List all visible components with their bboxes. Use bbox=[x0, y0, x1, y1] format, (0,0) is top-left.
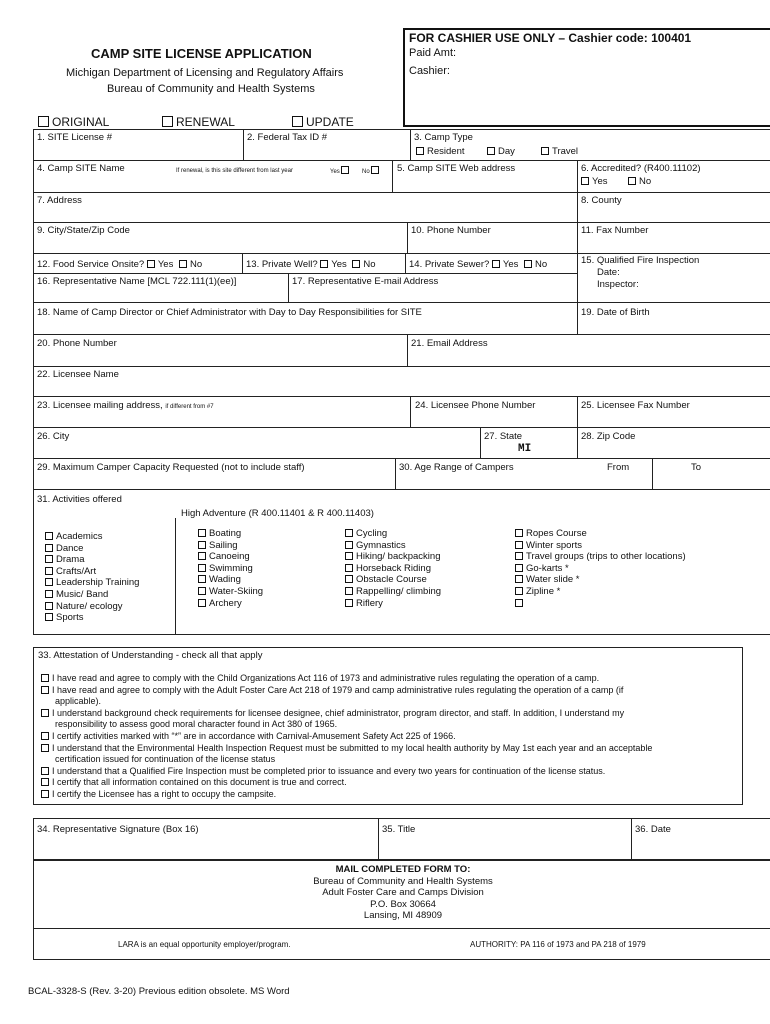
camp-type-day[interactable]: Day bbox=[487, 146, 515, 157]
director-phone-label: 20. Phone Number bbox=[37, 338, 117, 349]
activity-checkbox[interactable] bbox=[345, 564, 353, 572]
camp-type-label: 3. Camp Type bbox=[414, 132, 473, 143]
food-service-field: 12. Food Service Onsite? Yes No bbox=[37, 259, 203, 270]
accredited-label: 6. Accredited? (R400.11102) bbox=[581, 163, 701, 174]
cashier-label: Cashier: bbox=[409, 65, 450, 77]
bureau-name: Bureau of Community and Health Systems bbox=[107, 83, 315, 95]
day-checkbox[interactable] bbox=[487, 147, 495, 155]
travel-checkbox[interactable] bbox=[541, 147, 549, 155]
sewer-yes-checkbox[interactable] bbox=[492, 260, 500, 268]
activity-item[interactable]: Hiking/ backpacking bbox=[345, 551, 441, 563]
activity-item[interactable]: Horseback Riding bbox=[345, 563, 441, 575]
activity-item[interactable]: Water slide * bbox=[515, 574, 686, 586]
attestation-checkbox[interactable] bbox=[41, 744, 49, 752]
fire-inspection-date-label: Date: bbox=[597, 267, 620, 278]
activity-item[interactable]: Water-Skiing bbox=[198, 586, 263, 598]
update-checkbox[interactable] bbox=[292, 116, 303, 127]
attestation-item[interactable]: I certify that all information contained on this document is true and correct. bbox=[41, 777, 741, 789]
activity-item[interactable]: Zipline * bbox=[515, 586, 686, 598]
activity-checkbox[interactable] bbox=[515, 575, 523, 583]
activity-checkbox[interactable] bbox=[45, 555, 53, 563]
attestation-checkbox[interactable] bbox=[41, 686, 49, 694]
activity-item[interactable]: Academics bbox=[45, 531, 139, 543]
activity-item[interactable]: Sports bbox=[45, 612, 139, 624]
attestation-item[interactable]: I understand background check requirements for licensee designee, chief administrator, program director, and staff. In addition, I understand my bbox=[41, 708, 741, 720]
activity-checkbox[interactable] bbox=[45, 602, 53, 610]
renewal-yes[interactable]: Yes bbox=[330, 166, 352, 178]
age-range-label: 30. Age Range of Campers bbox=[399, 462, 514, 473]
fax-number-label: 11. Fax Number bbox=[581, 225, 649, 236]
camp-web-address-label: 5. Camp SITE Web address bbox=[397, 163, 516, 174]
activity-item[interactable]: Canoeing bbox=[198, 551, 263, 563]
renewal-no-checkbox[interactable] bbox=[371, 166, 379, 174]
site-license-label: 1. SITE License # bbox=[37, 132, 112, 143]
activity-checkbox[interactable] bbox=[345, 575, 353, 583]
activity-checkbox[interactable] bbox=[198, 587, 206, 595]
attestation-checkbox[interactable] bbox=[41, 790, 49, 798]
activity-checkbox[interactable] bbox=[198, 541, 206, 549]
activity-item[interactable]: Travel groups (trips to other locations) bbox=[515, 551, 686, 563]
attestation-continuation: certification issued for continuation of the license status bbox=[55, 754, 276, 765]
attestation-item[interactable]: I understand that a Qualified Fire Inspection must be completed prior to issuance and every two years for continuation of the license status. bbox=[41, 766, 741, 778]
activity-checkbox[interactable] bbox=[515, 552, 523, 560]
activities-col2 bbox=[198, 528, 263, 609]
food-no-checkbox[interactable] bbox=[179, 260, 187, 268]
licensee-phone-label: 24. Licensee Phone Number bbox=[415, 400, 536, 411]
well-no-checkbox[interactable] bbox=[352, 260, 360, 268]
licensee-name-label: 22. Licensee Name bbox=[37, 369, 119, 380]
representative-signature-label: 34. Representative Signature (Box 16) bbox=[37, 824, 199, 835]
activity-checkbox[interactable] bbox=[45, 544, 53, 552]
mail-line: P.O. Box 30664 bbox=[370, 898, 436, 910]
attestation-checkbox[interactable] bbox=[41, 709, 49, 717]
renewal-option[interactable]: RENEWAL bbox=[162, 115, 235, 129]
city-state-zip-label: 9. City/State/Zip Code bbox=[37, 225, 130, 236]
licensee-fax-label: 25. Licensee Fax Number bbox=[581, 400, 690, 411]
activity-item[interactable]: Obstacle Course bbox=[345, 574, 441, 586]
mail-line: Bureau of Community and Health Systems bbox=[313, 875, 493, 887]
activity-checkbox[interactable] bbox=[345, 599, 353, 607]
attestation-continuation: responsibility to assess good moral character found in Act 380 of 1965. bbox=[55, 719, 338, 730]
equal-opportunity-note: LARA is an equal opportunity employer/program. bbox=[118, 940, 291, 949]
accredited-no[interactable]: No bbox=[628, 176, 651, 187]
activity-checkbox[interactable] bbox=[45, 613, 53, 621]
activity-item[interactable]: Leadership Training bbox=[45, 577, 139, 589]
zip-code-label: 28. Zip Code bbox=[581, 431, 636, 442]
attestation-checkbox[interactable] bbox=[41, 767, 49, 775]
date-of-birth-label: 19. Date of Birth bbox=[581, 307, 650, 318]
update-option[interactable]: UPDATE bbox=[292, 115, 354, 129]
activities-col4 bbox=[515, 528, 686, 609]
activity-item[interactable]: Music/ Band bbox=[45, 589, 139, 601]
attestation-item[interactable]: I have read and agree to comply with the Child Organizations Act 116 of 1973 and administrative rules regulating the operation of a camp. bbox=[41, 673, 741, 685]
private-well-field: 13. Private Well? Yes No bbox=[246, 259, 376, 270]
high-adventure-label: High Adventure (R 400.11401 & R 400.11403) bbox=[181, 508, 374, 519]
camp-site-name-label: 4. Camp SITE Name bbox=[37, 163, 125, 174]
paid-amount-label: Paid Amt: bbox=[409, 47, 457, 59]
accredited-yes[interactable]: Yes bbox=[581, 176, 608, 187]
address-label: 7. Address bbox=[37, 195, 82, 206]
activity-item[interactable]: Go-karts * bbox=[515, 563, 686, 575]
form-title: CAMP SITE LICENSE APPLICATION bbox=[91, 46, 312, 61]
private-sewer-field: 14. Private Sewer? Yes No bbox=[409, 259, 548, 270]
mailing-address bbox=[33, 864, 770, 922]
max-capacity-label: 29. Maximum Camper Capacity Requested (not to include staff) bbox=[37, 462, 305, 473]
activity-item[interactable]: Drama bbox=[45, 554, 139, 566]
attestation-item[interactable]: I certify activities marked with “*” are in accordance with Carnival-Amusement Safety Act 225 of 1966. bbox=[41, 731, 741, 743]
well-yes-checkbox[interactable] bbox=[320, 260, 328, 268]
activity-checkbox[interactable] bbox=[198, 575, 206, 583]
attestation-item[interactable]: I understand that the Environmental Health Inspection Request must be submitted to my local health authority by May 1st each year and an acceptable bbox=[41, 743, 741, 755]
activity-item[interactable] bbox=[515, 598, 686, 610]
renewal-yes-checkbox[interactable] bbox=[341, 166, 349, 174]
authority-note: AUTHORITY: PA 116 of 1973 and PA 218 of 1979 bbox=[470, 940, 646, 949]
city-label: 26. City bbox=[37, 431, 70, 442]
representative-email-label: 17. Representative E-mail Address bbox=[292, 276, 439, 287]
fire-inspection-label: 15. Qualified Fire Inspection bbox=[581, 255, 700, 266]
activity-item[interactable]: Boating bbox=[198, 528, 263, 540]
department-name: Michigan Department of Licensing and Regulatory Affairs bbox=[66, 67, 344, 79]
activity-item[interactable]: Rappelling/ climbing bbox=[345, 586, 441, 598]
original-checkbox[interactable] bbox=[38, 116, 49, 127]
activity-item[interactable]: Wading bbox=[198, 574, 263, 586]
activity-item[interactable]: Sailing bbox=[198, 540, 263, 552]
activities-col3 bbox=[345, 528, 441, 609]
age-from-label: From bbox=[607, 462, 630, 473]
activity-checkbox[interactable] bbox=[45, 590, 53, 598]
representative-name-label: 16. Representative Name [MCL 722.111(1)(ee)] bbox=[37, 276, 237, 287]
title-label: 35. Title bbox=[382, 824, 416, 835]
activity-item[interactable]: Riflery bbox=[345, 598, 441, 610]
activity-checkbox[interactable] bbox=[198, 599, 206, 607]
state-value: MI bbox=[518, 443, 532, 455]
activity-checkbox[interactable] bbox=[515, 564, 523, 572]
date-label: 36. Date bbox=[635, 824, 671, 835]
attestation-heading: 33. Attestation of Understanding - check all that apply bbox=[38, 650, 263, 661]
activity-checkbox[interactable] bbox=[198, 529, 206, 537]
phone-number-label: 10. Phone Number bbox=[411, 225, 491, 236]
age-to-label: To bbox=[691, 462, 702, 473]
director-email-label: 21. Email Address bbox=[411, 338, 488, 349]
cashier-heading: FOR CASHIER USE ONLY – Cashier code: 100401 bbox=[409, 31, 692, 45]
activity-item[interactable]: Ropes Course bbox=[515, 528, 686, 540]
attestation-checkbox[interactable] bbox=[41, 778, 49, 786]
resident-checkbox[interactable] bbox=[416, 147, 424, 155]
activity-checkbox[interactable] bbox=[198, 564, 206, 572]
attestation-list bbox=[41, 673, 741, 801]
activity-item[interactable]: Cycling bbox=[345, 528, 441, 540]
activity-checkbox[interactable] bbox=[45, 567, 53, 575]
state-label: 27. State bbox=[484, 431, 523, 442]
activity-item[interactable]: Archery bbox=[198, 598, 263, 610]
attestation-item[interactable]: I certify the Licensee has a right to occupy the campsite. bbox=[41, 789, 741, 801]
activity-checkbox[interactable] bbox=[515, 599, 523, 607]
food-yes-checkbox[interactable] bbox=[147, 260, 155, 268]
original-option[interactable]: ORIGINAL bbox=[38, 115, 109, 129]
mail-line: Lansing, MI 48909 bbox=[363, 910, 443, 921]
activity-checkbox[interactable] bbox=[45, 578, 53, 586]
activity-checkbox[interactable] bbox=[515, 587, 523, 595]
fire-inspector-label: Inspector: bbox=[597, 279, 639, 290]
mail-line: Adult Foster Care and Camps Division bbox=[322, 887, 484, 898]
activity-item[interactable]: Swimming bbox=[198, 563, 263, 575]
activity-item[interactable]: Winter sports bbox=[515, 540, 686, 552]
activity-checkbox[interactable] bbox=[515, 541, 523, 549]
activities-label: 31. Activities offered bbox=[37, 494, 122, 505]
renewal-checkbox[interactable] bbox=[162, 116, 173, 127]
attestation-continuation: applicable). bbox=[55, 696, 102, 707]
activity-checkbox[interactable] bbox=[345, 529, 353, 537]
mail-heading: MAIL COMPLETED FORM TO: bbox=[335, 864, 471, 875]
activity-item[interactable]: Crafts/Art bbox=[45, 566, 139, 578]
form-footer: BCAL-3328-S (Rev. 3-20) Previous edition obsolete. MS Word bbox=[28, 986, 290, 997]
attestation-checkbox[interactable] bbox=[41, 732, 49, 740]
renewal-no[interactable]: No bbox=[362, 166, 382, 178]
licensee-mailing-address-label: 23. Licensee mailing address, if different from #7 bbox=[37, 400, 214, 411]
activity-checkbox[interactable] bbox=[345, 541, 353, 549]
activities-col1 bbox=[45, 531, 139, 624]
activity-item[interactable]: Gymnastics bbox=[345, 540, 441, 552]
activity-checkbox[interactable] bbox=[345, 552, 353, 560]
accredited-yes-checkbox[interactable] bbox=[581, 177, 589, 185]
renewal-note: If renewal, is this site different from last year bbox=[176, 168, 293, 174]
camp-director-label: 18. Name of Camp Director or Chief Administrator with Day to Day Responsibilities for SITE bbox=[37, 307, 422, 318]
activity-checkbox[interactable] bbox=[45, 532, 53, 540]
sewer-no-checkbox[interactable] bbox=[524, 260, 532, 268]
accredited-no-checkbox[interactable] bbox=[628, 177, 636, 185]
attestation-checkbox[interactable] bbox=[41, 674, 49, 682]
activity-checkbox[interactable] bbox=[515, 529, 523, 537]
federal-tax-id-label: 2. Federal Tax ID # bbox=[247, 132, 328, 143]
activity-item[interactable]: Dance bbox=[45, 543, 139, 555]
county-label: 8. County bbox=[581, 195, 622, 206]
activity-item[interactable]: Nature/ ecology bbox=[45, 601, 139, 613]
activity-checkbox[interactable] bbox=[198, 552, 206, 560]
attestation-item[interactable]: I have read and agree to comply with the Adult Foster Care Act 218 of 1979 and camp administrative rules regulating the operation of a camp (if bbox=[41, 685, 741, 697]
activity-checkbox[interactable] bbox=[345, 587, 353, 595]
camp-type-travel[interactable]: Travel bbox=[541, 146, 578, 157]
camp-type-resident[interactable]: Resident bbox=[416, 146, 465, 157]
